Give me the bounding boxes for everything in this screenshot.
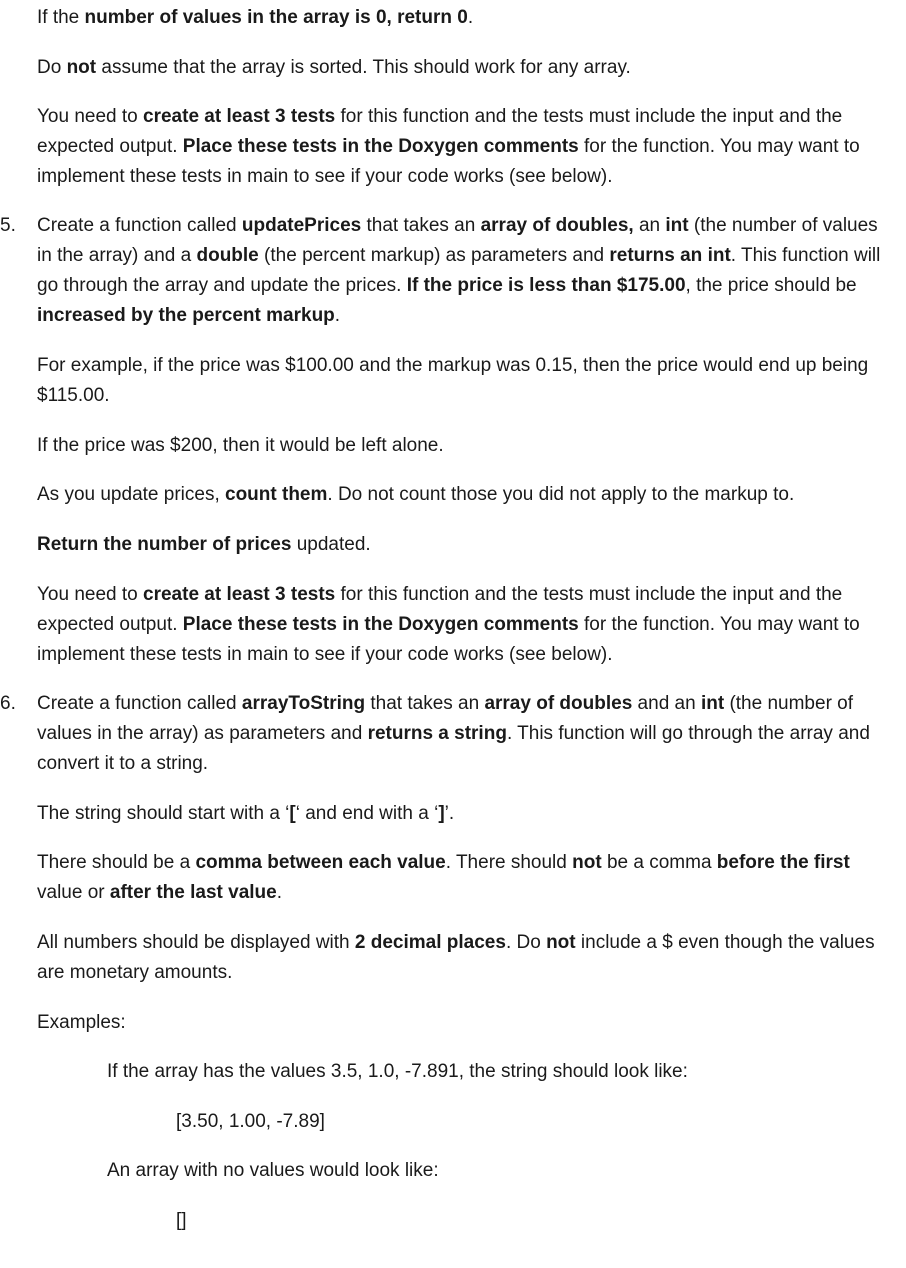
text-run: . Do xyxy=(505,932,547,953)
bold-text-run: updatePrices xyxy=(241,215,362,236)
text-run: [] xyxy=(176,1210,187,1231)
text-run: (the number of values in the array) as parameters and xyxy=(37,693,854,744)
paragraph-commas xyxy=(37,848,886,908)
paragraph-example-2 xyxy=(107,1156,886,1186)
text-run: ’. xyxy=(444,803,455,824)
paragraph-return-count xyxy=(37,530,886,560)
bold-text-run: Return the number of prices xyxy=(37,534,292,555)
text-run: You need to xyxy=(37,106,144,127)
text-run: If the array has the values 3.5, 1.0, -7.891, the string should look like: xyxy=(107,1061,688,1082)
paragraph-example-markup xyxy=(37,351,886,411)
text-run: ‘ and end with a ‘ xyxy=(295,803,439,824)
text-run: (the percent markup) as parameters and xyxy=(258,245,610,266)
text-run: for the function. You may want to implement these tests in main to see if your code works (see below). xyxy=(37,136,860,187)
text-run: If the price was $200, then it would be left alone. xyxy=(37,435,444,456)
text-run: . xyxy=(334,305,341,326)
bold-text-run: array of doubles, xyxy=(480,215,634,236)
bold-text-run: count them xyxy=(225,484,328,505)
text-run: . xyxy=(467,7,474,28)
bold-text-run: arrayToString xyxy=(241,693,366,714)
paragraph-example-1 xyxy=(107,1057,886,1087)
example-output-2 xyxy=(176,1206,886,1236)
text-run: . There should xyxy=(445,852,573,873)
text-run: for this function and the tests must include the input and the expected output. xyxy=(37,106,843,157)
paragraph-decimals xyxy=(37,928,886,988)
text-run: for this function and the tests must include the input and the expected output. xyxy=(37,584,843,635)
paragraph-tests-2 xyxy=(37,580,886,670)
paragraph-tests-1 xyxy=(37,102,886,192)
bold-text-run: create at least 3 tests xyxy=(143,106,336,127)
bold-text-run: ] xyxy=(438,803,445,824)
bold-text-run: 2 decimal places xyxy=(354,932,506,953)
bold-text-run: number of values in the array is 0, return 0 xyxy=(84,7,468,28)
paragraph-array-to-string xyxy=(37,689,886,779)
paragraph-brackets xyxy=(37,799,886,829)
example-output-1 xyxy=(176,1107,886,1137)
paragraph-examples-heading xyxy=(37,1008,886,1038)
list-number-6: 6. xyxy=(0,693,16,714)
text-run: Create a function called xyxy=(37,693,242,714)
text-run: assume that the array is sorted. This should work for any array. xyxy=(96,57,631,78)
text-run: All numbers should be displayed with xyxy=(37,932,355,953)
text-run: An array with no values would look like: xyxy=(107,1160,439,1181)
bold-text-run: not xyxy=(572,852,602,873)
text-run: for the function. You may want to implement these tests in main to see if your code works (see below). xyxy=(37,614,860,665)
bold-text-run: int xyxy=(700,693,725,714)
text-run: value or xyxy=(37,882,110,903)
bold-text-run: increased by the percent markup xyxy=(37,305,335,326)
text-run: include a $ even though the values are monetary amounts. xyxy=(37,932,875,983)
paragraph-return-zero xyxy=(37,3,886,33)
bold-text-run: not xyxy=(546,932,576,953)
bold-text-run: before the first xyxy=(716,852,850,873)
text-run: Create a function called xyxy=(37,215,242,236)
text-run: . This function will go through the array and update the prices. xyxy=(37,245,881,296)
text-run: and an xyxy=(632,693,701,714)
text-run: There should be a xyxy=(37,852,196,873)
list-number-5: 5. xyxy=(0,215,16,236)
text-run: The string should start with a ‘ xyxy=(37,803,290,824)
text-run: If the xyxy=(37,7,85,28)
bold-text-run: create at least 3 tests xyxy=(143,584,336,605)
paragraph-count-them xyxy=(37,480,886,510)
bold-text-run: Place these tests in the Doxygen comments xyxy=(182,614,579,635)
text-run: . Do not count those you did not apply to the markup to. xyxy=(327,484,795,505)
text-run: [3.50, 1.00, -7.89] xyxy=(176,1111,325,1132)
text-run: an xyxy=(633,215,666,236)
text-run: , the price should be xyxy=(685,275,857,296)
text-run: Examples: xyxy=(37,1012,126,1033)
paragraph-update-prices xyxy=(37,211,886,331)
bold-text-run: returns an int xyxy=(609,245,731,266)
bold-text-run: int xyxy=(665,215,689,236)
text-run: As you update prices, xyxy=(37,484,225,505)
text-run: You need to xyxy=(37,584,144,605)
text-run: (the number of values in the array) and a xyxy=(37,215,878,266)
bold-text-run: double xyxy=(196,245,259,266)
text-run: be a comma xyxy=(601,852,717,873)
bold-text-run: array of doubles xyxy=(484,693,633,714)
paragraph-not-sorted xyxy=(37,53,886,83)
paragraph-left-alone xyxy=(37,431,886,461)
text-run: For example, if the price was $100.00 and the markup was 0.15, then the price would end up being $115.00. xyxy=(37,355,869,406)
bold-text-run: after the last value xyxy=(109,882,277,903)
text-run: . xyxy=(276,882,282,903)
text-run: . This function will go through the array and convert it to a string. xyxy=(37,723,870,774)
bold-text-run: not xyxy=(66,57,97,78)
bold-text-run: returns a string xyxy=(367,723,507,744)
bold-text-run: Place these tests in the Doxygen comments xyxy=(182,136,579,157)
bold-text-run: If the price is less than $175.00 xyxy=(406,275,686,296)
text-run: that takes an xyxy=(365,693,485,714)
text-run: updated. xyxy=(291,534,371,555)
bold-text-run: comma between each value xyxy=(195,852,446,873)
text-run: Do xyxy=(37,57,67,78)
bold-text-run: [ xyxy=(289,803,296,824)
text-run: that takes an xyxy=(361,215,481,236)
